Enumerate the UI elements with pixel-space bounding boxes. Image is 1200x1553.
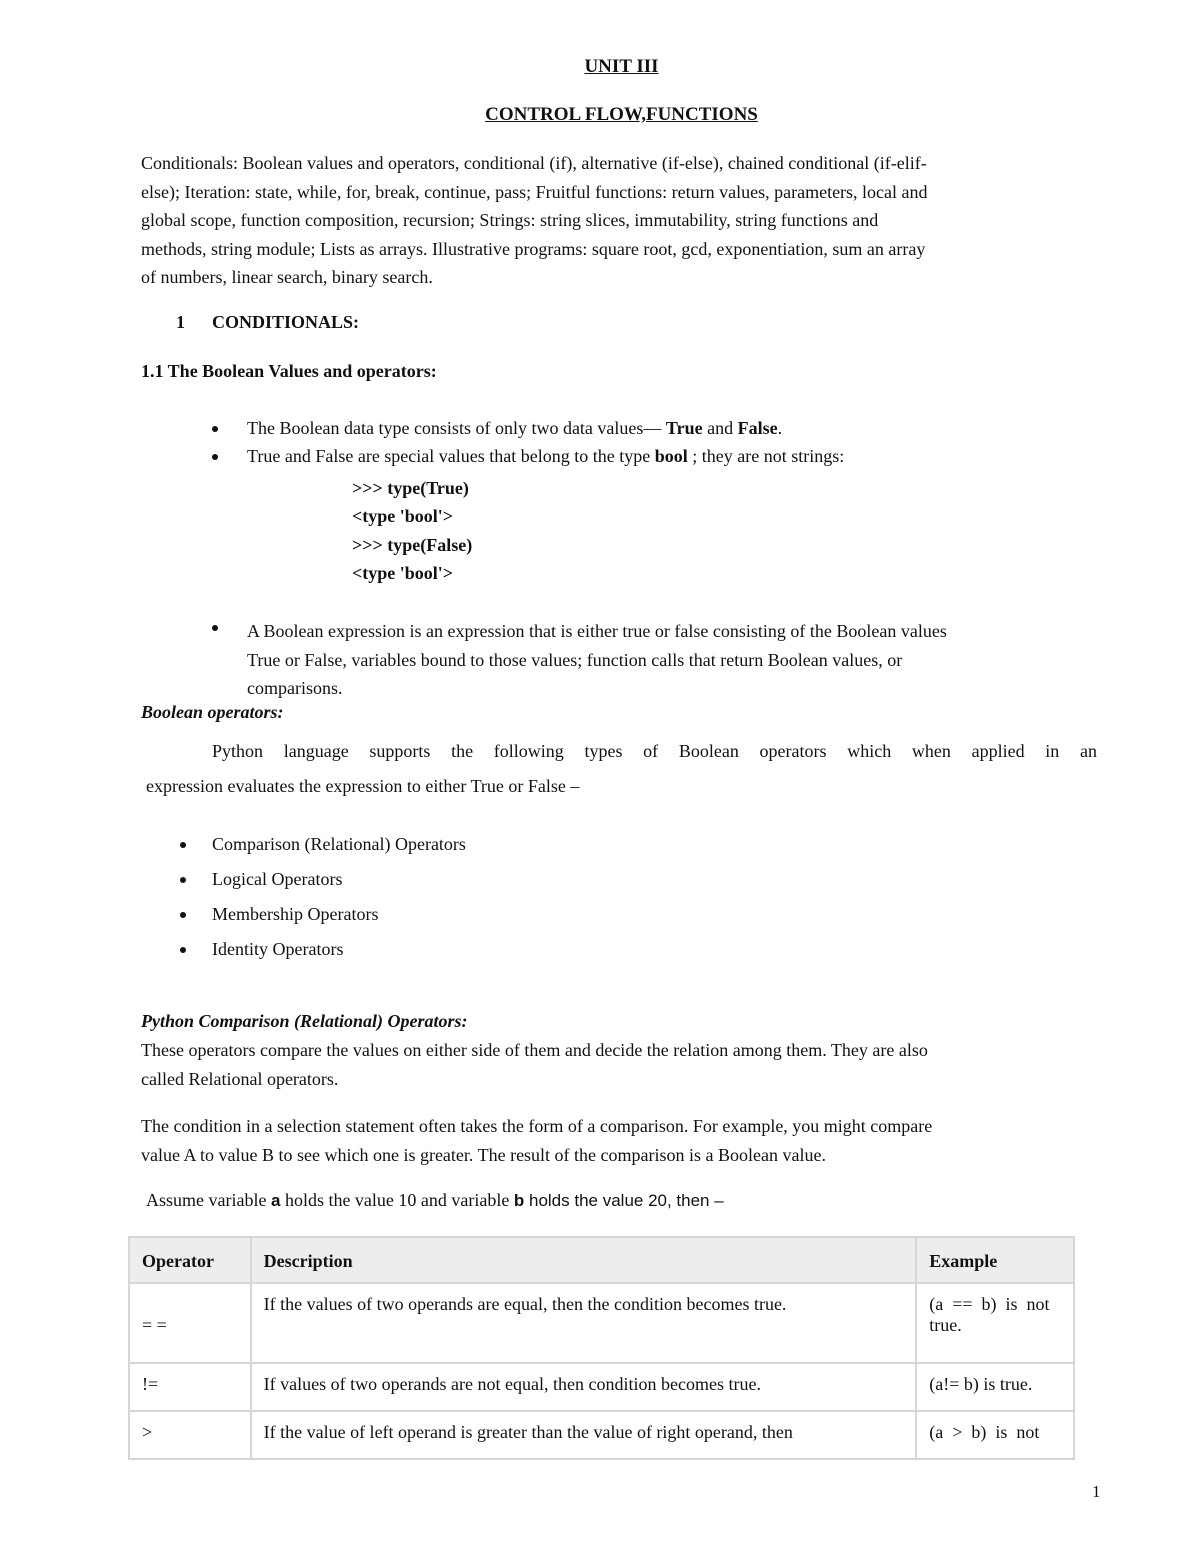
table-cell-operator: = = (129, 1283, 251, 1363)
table-header-cell: Description (251, 1237, 917, 1283)
syllabus-line: else); Iteration: state, while, for, break, continue, pass; Fruitful functions: return values, parameters, local and (141, 181, 928, 202)
bullet-icon (180, 842, 186, 848)
boolean-operators-intro-line2: expression evaluates the expression to either True or False – (146, 776, 580, 796)
bullet-icon (212, 454, 218, 460)
syllabus-line: methods, string module; Lists as arrays. Illustrative programs: square root, gcd, exponentiation, sum an array (141, 238, 926, 259)
unit-title: UNIT III (584, 56, 659, 77)
code-line: <type 'bool'> (352, 562, 454, 583)
table-header-cell: Operator (129, 1237, 251, 1283)
table-cell-example: (a > b) is not (916, 1411, 1074, 1459)
syllabus-line: of numbers, linear search, binary search. (141, 267, 433, 287)
bullet-icon (212, 625, 218, 631)
chapter-subtitle: CONTROL FLOW,FUNCTIONS (485, 104, 758, 125)
comparison-paragraph-1: These operators compare the values on either side of them and decide the relation among them. They are also called Relational operators. (141, 1040, 928, 1089)
bullet-text-bool-type: True and False are special values that belong to the type bool ; they are not strings: (247, 446, 845, 466)
table-row (129, 1411, 1074, 1459)
table-cell-description: If the values of two operands are equal, then the condition becomes true. (251, 1283, 917, 1363)
assumption-sentence: Assume variable a holds the value 10 and variable b holds the value 20, then – (146, 1190, 724, 1210)
boolean-operators-intro-line1: Python language supports the following types of Boolean operators which when applied in an (212, 741, 1097, 761)
code-line: >>> type(False) (352, 534, 473, 555)
table-cell-description: If values of two operands are not equal, then condition becomes true. (251, 1363, 917, 1411)
table-cell-example: (a!= b) is true. (916, 1363, 1074, 1411)
table-cell-description: If the value of left operand is greater than the value of right operand, then (251, 1411, 917, 1459)
bullet-icon (180, 877, 186, 883)
bullet-icon (212, 426, 218, 432)
operator-type-item: Comparison (Relational) Operators (212, 834, 466, 854)
bullet-text-boolean-expression: A Boolean expression is an expression that is either true or false consisting of the Boolean values True or False, variables bound to those values; function calls that return Boolean values, or comparisons. (247, 621, 947, 698)
section-number: 1 (176, 312, 185, 332)
operator-type-item: Membership Operators (212, 904, 379, 924)
syllabus-line: global scope, function composition, recursion; Strings: string slices, immutability, string functions and (141, 210, 879, 230)
operator-type-item: Logical Operators (212, 869, 343, 889)
syllabus-line: Conditionals: Boolean values and operators, conditional (if), alternative (if-else), chained conditional (if-elif- (141, 153, 927, 173)
comparison-operators-heading: Python Comparison (Relational) Operators: (141, 1011, 468, 1031)
operator-type-item: Identity Operators (212, 939, 344, 959)
table-row (129, 1363, 1074, 1411)
bullet-text-boolean-type: The Boolean data type consists of only two data values— True and False. (247, 418, 783, 438)
subsection-heading: 1.1 The Boolean Values and operators: (141, 361, 437, 381)
syllabus-paragraph (141, 149, 1101, 292)
comparison-operators-table (128, 1236, 1075, 1460)
bullet-icon (180, 912, 186, 918)
page-number: 1 (1092, 1482, 1101, 1501)
comparison-paragraph-2: The condition in a selection statement often takes the form of a comparison. For example, you might compare value A to value B to see which one is greater. The result of the comparison is a Boolean value. (141, 1116, 933, 1165)
table-header-row (129, 1237, 1074, 1283)
bullet-icon (180, 947, 186, 953)
table-cell-example: (a == b) is not true. (916, 1283, 1074, 1363)
boolean-operators-heading: Boolean operators: (141, 702, 284, 722)
table-header-cell: Example (916, 1237, 1074, 1283)
table-row (129, 1283, 1074, 1363)
code-example (352, 474, 472, 587)
code-line: >>> type(True) (352, 478, 469, 498)
code-line: <type 'bool'> (352, 506, 454, 527)
section-heading: CONDITIONALS: (212, 312, 360, 332)
table-cell-operator: > (129, 1411, 251, 1459)
table-cell-operator: != (129, 1363, 251, 1411)
